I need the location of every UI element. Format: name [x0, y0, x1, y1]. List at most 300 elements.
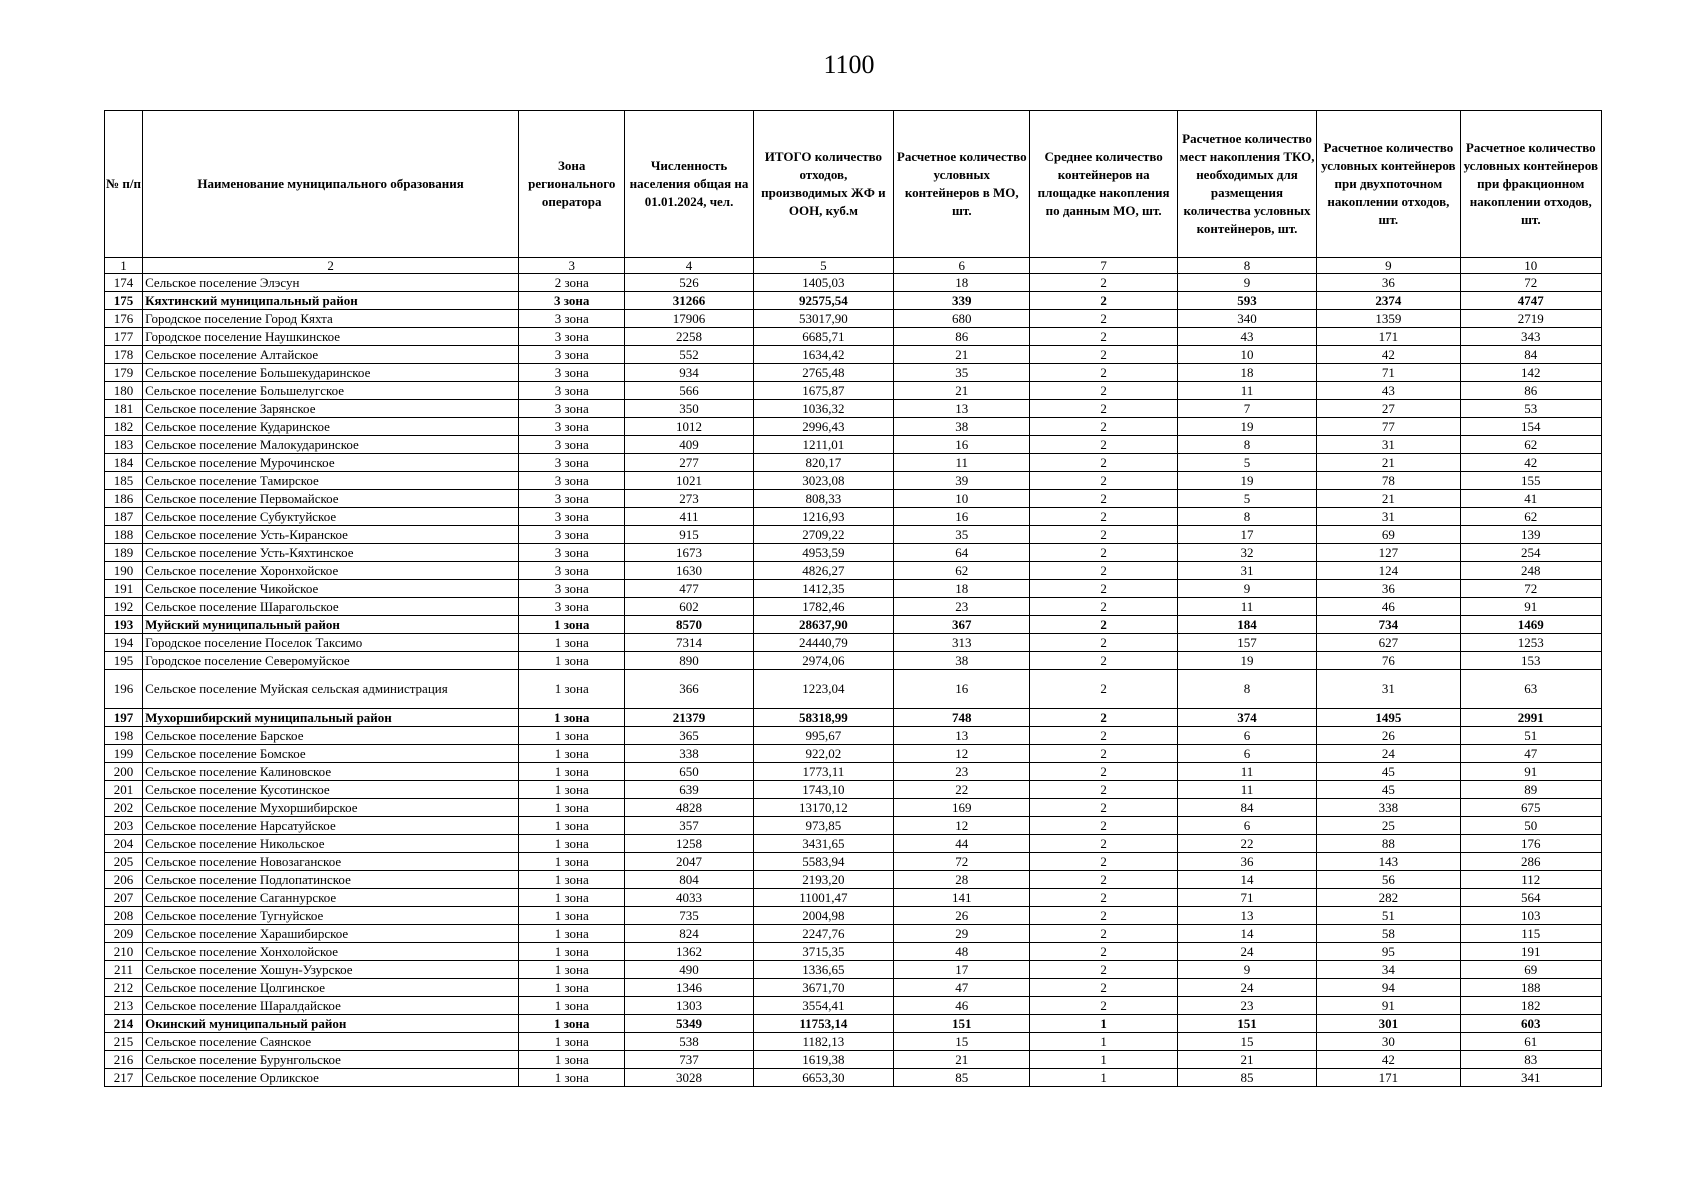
waste-volume-cell: 6653,30: [753, 1069, 893, 1087]
operator-zone-cell: 1 зона: [519, 670, 625, 709]
municipality-name-cell: Сельское поселение Тугнуйское: [143, 907, 519, 925]
operator-zone-cell: 1 зона: [519, 853, 625, 871]
fractional-containers-cell: 47: [1460, 745, 1601, 763]
collection-sites-count-cell: 374: [1177, 709, 1316, 727]
two-stream-containers-cell: 34: [1317, 961, 1460, 979]
population-cell: 2047: [625, 853, 753, 871]
fractional-containers-cell: 115: [1460, 925, 1601, 943]
containers-count-cell: 16: [894, 670, 1030, 709]
waste-volume-cell: 973,85: [753, 817, 893, 835]
waste-volume-cell: 2247,76: [753, 925, 893, 943]
row-number-cell: 210: [105, 943, 143, 961]
row-number-cell: 189: [105, 544, 143, 562]
two-stream-containers-cell: 26: [1317, 727, 1460, 745]
population-cell: 639: [625, 781, 753, 799]
fractional-containers-cell: 50: [1460, 817, 1601, 835]
containers-count-cell: 46: [894, 997, 1030, 1015]
municipality-name-cell: Сельское поселение Саганнурское: [143, 889, 519, 907]
two-stream-containers-cell: 25: [1317, 817, 1460, 835]
population-cell: 4828: [625, 799, 753, 817]
containers-count-cell: 10: [894, 490, 1030, 508]
containers-count-cell: 23: [894, 598, 1030, 616]
table-row: [105, 1051, 1602, 1069]
table-row: [105, 400, 1602, 418]
avg-containers-per-site-cell: 2: [1030, 799, 1177, 817]
two-stream-containers-cell: 1359: [1317, 310, 1460, 328]
operator-zone-cell: 3 зона: [519, 418, 625, 436]
operator-zone-cell: 3 зона: [519, 310, 625, 328]
containers-count-cell: 26: [894, 907, 1030, 925]
two-stream-containers-cell: 88: [1317, 835, 1460, 853]
two-stream-containers-cell: 31: [1317, 670, 1460, 709]
municipality-name-cell: Сельское поселение Муйская сельская администрация: [143, 670, 519, 709]
waste-volume-cell: 24440,79: [753, 634, 893, 652]
table-row: [105, 925, 1602, 943]
population-cell: 365: [625, 727, 753, 745]
containers-count-cell: 21: [894, 346, 1030, 364]
column-number: 2: [143, 258, 519, 274]
collection-sites-count-cell: 7: [1177, 400, 1316, 418]
containers-count-cell: 18: [894, 274, 1030, 292]
table-row: [105, 508, 1602, 526]
two-stream-containers-cell: 42: [1317, 346, 1460, 364]
row-number-cell: 199: [105, 745, 143, 763]
collection-sites-count-cell: 21: [1177, 1051, 1316, 1069]
municipality-name-cell: Сельское поселение Тамирское: [143, 472, 519, 490]
header-cell: Наименование муниципального образования: [143, 111, 519, 258]
two-stream-containers-cell: 143: [1317, 853, 1460, 871]
row-number-cell: 180: [105, 382, 143, 400]
table-row: [105, 670, 1602, 709]
two-stream-containers-cell: 56: [1317, 871, 1460, 889]
municipality-name-cell: Сельское поселение Первомайское: [143, 490, 519, 508]
collection-sites-count-cell: 11: [1177, 781, 1316, 799]
header-cell: ИТОГО количество отходов, производимых ЖФ и ООН, куб.м: [753, 111, 893, 258]
two-stream-containers-cell: 124: [1317, 562, 1460, 580]
population-cell: 338: [625, 745, 753, 763]
municipality-name-cell: Сельское поселение Субуктуйское: [143, 508, 519, 526]
population-cell: 357: [625, 817, 753, 835]
row-number-cell: 194: [105, 634, 143, 652]
avg-containers-per-site-cell: 2: [1030, 364, 1177, 382]
waste-container-table: [104, 110, 1602, 1087]
column-number: 3: [519, 258, 625, 274]
municipality-name-cell: Сельское поселение Большекударинское: [143, 364, 519, 382]
two-stream-containers-cell: 94: [1317, 979, 1460, 997]
waste-volume-cell: 53017,90: [753, 310, 893, 328]
avg-containers-per-site-cell: 2: [1030, 436, 1177, 454]
avg-containers-per-site-cell: 2: [1030, 328, 1177, 346]
collection-sites-count-cell: 17: [1177, 526, 1316, 544]
containers-count-cell: 339: [894, 292, 1030, 310]
two-stream-containers-cell: 24: [1317, 745, 1460, 763]
population-cell: 350: [625, 400, 753, 418]
row-number-cell: 208: [105, 907, 143, 925]
waste-volume-cell: 995,67: [753, 727, 893, 745]
avg-containers-per-site-cell: 2: [1030, 400, 1177, 418]
table-row: [105, 382, 1602, 400]
avg-containers-per-site-cell: 2: [1030, 907, 1177, 925]
column-number: 4: [625, 258, 753, 274]
waste-volume-cell: 28637,90: [753, 616, 893, 634]
row-number-cell: 206: [105, 871, 143, 889]
collection-sites-count-cell: 151: [1177, 1015, 1316, 1033]
avg-containers-per-site-cell: 2: [1030, 835, 1177, 853]
column-number: 1: [105, 258, 143, 274]
row-number-cell: 214: [105, 1015, 143, 1033]
avg-containers-per-site-cell: 2: [1030, 925, 1177, 943]
collection-sites-count-cell: 10: [1177, 346, 1316, 364]
two-stream-containers-cell: 627: [1317, 634, 1460, 652]
table-row: [105, 853, 1602, 871]
containers-count-cell: 15: [894, 1033, 1030, 1051]
avg-containers-per-site-cell: 1: [1030, 1015, 1177, 1033]
population-cell: 7314: [625, 634, 753, 652]
collection-sites-count-cell: 31: [1177, 562, 1316, 580]
avg-containers-per-site-cell: 2: [1030, 709, 1177, 727]
table-row: [105, 907, 1602, 925]
municipality-name-cell: Сельское поселение Нарсатуйское: [143, 817, 519, 835]
fractional-containers-cell: 89: [1460, 781, 1601, 799]
waste-volume-cell: 1223,04: [753, 670, 893, 709]
avg-containers-per-site-cell: 2: [1030, 652, 1177, 670]
avg-containers-per-site-cell: 2: [1030, 454, 1177, 472]
operator-zone-cell: 1 зона: [519, 925, 625, 943]
municipality-name-cell: Сельское поселение Бурунгольское: [143, 1051, 519, 1069]
municipality-name-cell: Городское поселение Город Кяхта: [143, 310, 519, 328]
fractional-containers-cell: 155: [1460, 472, 1601, 490]
two-stream-containers-cell: 2374: [1317, 292, 1460, 310]
collection-sites-count-cell: 11: [1177, 598, 1316, 616]
two-stream-containers-cell: 45: [1317, 763, 1460, 781]
two-stream-containers-cell: 78: [1317, 472, 1460, 490]
population-cell: 526: [625, 274, 753, 292]
population-cell: 602: [625, 598, 753, 616]
operator-zone-cell: 1 зона: [519, 997, 625, 1015]
fractional-containers-cell: 86: [1460, 382, 1601, 400]
column-number-row: [105, 258, 1602, 274]
waste-volume-cell: 4826,27: [753, 562, 893, 580]
operator-zone-cell: 1 зона: [519, 763, 625, 781]
fractional-containers-cell: 153: [1460, 652, 1601, 670]
table-row: [105, 943, 1602, 961]
two-stream-containers-cell: 36: [1317, 580, 1460, 598]
waste-volume-cell: 13170,12: [753, 799, 893, 817]
table-row: [105, 781, 1602, 799]
population-cell: 1303: [625, 997, 753, 1015]
fractional-containers-cell: 51: [1460, 727, 1601, 745]
waste-volume-cell: 58318,99: [753, 709, 893, 727]
fractional-containers-cell: 191: [1460, 943, 1601, 961]
fractional-containers-cell: 139: [1460, 526, 1601, 544]
avg-containers-per-site-cell: 2: [1030, 580, 1177, 598]
containers-count-cell: 85: [894, 1069, 1030, 1087]
row-number-cell: 203: [105, 817, 143, 835]
population-cell: 2258: [625, 328, 753, 346]
municipality-name-cell: Сельское поселение Элэсун: [143, 274, 519, 292]
row-number-cell: 190: [105, 562, 143, 580]
table-row: [105, 346, 1602, 364]
fractional-containers-cell: 62: [1460, 436, 1601, 454]
containers-count-cell: 35: [894, 526, 1030, 544]
waste-volume-cell: 1211,01: [753, 436, 893, 454]
row-number-cell: 182: [105, 418, 143, 436]
table-row: [105, 1033, 1602, 1051]
operator-zone-cell: 1 зона: [519, 652, 625, 670]
municipality-name-cell: Сельское поселение Новозаганское: [143, 853, 519, 871]
population-cell: 3028: [625, 1069, 753, 1087]
table-row: [105, 328, 1602, 346]
containers-count-cell: 86: [894, 328, 1030, 346]
avg-containers-per-site-cell: 2: [1030, 490, 1177, 508]
containers-count-cell: 12: [894, 745, 1030, 763]
collection-sites-count-cell: 9: [1177, 580, 1316, 598]
population-cell: 890: [625, 652, 753, 670]
fractional-containers-cell: 72: [1460, 274, 1601, 292]
avg-containers-per-site-cell: 2: [1030, 763, 1177, 781]
fractional-containers-cell: 182: [1460, 997, 1601, 1015]
two-stream-containers-cell: 46: [1317, 598, 1460, 616]
row-number-cell: 186: [105, 490, 143, 508]
avg-containers-per-site-cell: 2: [1030, 634, 1177, 652]
population-cell: 411: [625, 508, 753, 526]
row-number-cell: 200: [105, 763, 143, 781]
header-cell: Расчетное количество мест накопления ТКО, необходимых для размещения количества условных контейнеров, шт.: [1177, 111, 1316, 258]
table-row: [105, 436, 1602, 454]
avg-containers-per-site-cell: 2: [1030, 817, 1177, 835]
collection-sites-count-cell: 23: [1177, 997, 1316, 1015]
table-row: [105, 961, 1602, 979]
fractional-containers-cell: 1469: [1460, 616, 1601, 634]
population-cell: 566: [625, 382, 753, 400]
table-row: [105, 310, 1602, 328]
containers-count-cell: 44: [894, 835, 1030, 853]
two-stream-containers-cell: 58: [1317, 925, 1460, 943]
two-stream-containers-cell: 301: [1317, 1015, 1460, 1033]
two-stream-containers-cell: 51: [1317, 907, 1460, 925]
avg-containers-per-site-cell: 2: [1030, 472, 1177, 490]
table-row: [105, 616, 1602, 634]
table-row: [105, 598, 1602, 616]
operator-zone-cell: 1 зона: [519, 709, 625, 727]
waste-volume-cell: 1412,35: [753, 580, 893, 598]
fractional-containers-cell: 603: [1460, 1015, 1601, 1033]
operator-zone-cell: 3 зона: [519, 328, 625, 346]
fractional-containers-cell: 176: [1460, 835, 1601, 853]
operator-zone-cell: 1 зона: [519, 745, 625, 763]
collection-sites-count-cell: 22: [1177, 835, 1316, 853]
fractional-containers-cell: 248: [1460, 562, 1601, 580]
collection-sites-count-cell: 15: [1177, 1033, 1316, 1051]
waste-volume-cell: 2004,98: [753, 907, 893, 925]
row-number-cell: 215: [105, 1033, 143, 1051]
waste-volume-cell: 922,02: [753, 745, 893, 763]
two-stream-containers-cell: 42: [1317, 1051, 1460, 1069]
row-number-cell: 204: [105, 835, 143, 853]
population-cell: 1021: [625, 472, 753, 490]
two-stream-containers-cell: 282: [1317, 889, 1460, 907]
two-stream-containers-cell: 27: [1317, 400, 1460, 418]
operator-zone-cell: 3 зона: [519, 382, 625, 400]
population-cell: 737: [625, 1051, 753, 1069]
municipality-name-cell: Мухоршибирский муниципальный район: [143, 709, 519, 727]
two-stream-containers-cell: 171: [1317, 328, 1460, 346]
waste-volume-cell: 1336,65: [753, 961, 893, 979]
header-cell: Расчетное количество условных контейнеров при двухпоточном накоплении отходов, шт.: [1317, 111, 1460, 258]
two-stream-containers-cell: 1495: [1317, 709, 1460, 727]
table-row: [105, 979, 1602, 997]
containers-count-cell: 28: [894, 871, 1030, 889]
collection-sites-count-cell: 43: [1177, 328, 1316, 346]
population-cell: 1012: [625, 418, 753, 436]
row-number-cell: 188: [105, 526, 143, 544]
row-number-cell: 195: [105, 652, 143, 670]
two-stream-containers-cell: 30: [1317, 1033, 1460, 1051]
containers-count-cell: 17: [894, 961, 1030, 979]
containers-count-cell: 13: [894, 727, 1030, 745]
two-stream-containers-cell: 91: [1317, 997, 1460, 1015]
municipality-name-cell: Сельское поселение Мухоршибирское: [143, 799, 519, 817]
containers-count-cell: 748: [894, 709, 1030, 727]
municipality-name-cell: Сельское поселение Саянское: [143, 1033, 519, 1051]
column-number: 7: [1030, 258, 1177, 274]
municipality-name-cell: Сельское поселение Подлопатинское: [143, 871, 519, 889]
table-row: [105, 490, 1602, 508]
municipality-name-cell: Сельское поселение Алтайское: [143, 346, 519, 364]
table-row: [105, 799, 1602, 817]
collection-sites-count-cell: 8: [1177, 436, 1316, 454]
waste-volume-cell: 3715,35: [753, 943, 893, 961]
population-cell: 1673: [625, 544, 753, 562]
collection-sites-count-cell: 14: [1177, 871, 1316, 889]
waste-volume-cell: 3023,08: [753, 472, 893, 490]
table-row: [105, 745, 1602, 763]
collection-sites-count-cell: 19: [1177, 418, 1316, 436]
municipality-name-cell: Сельское поселение Хоронхойское: [143, 562, 519, 580]
waste-volume-cell: 11753,14: [753, 1015, 893, 1033]
municipality-name-cell: Городское поселение Северомуйское: [143, 652, 519, 670]
avg-containers-per-site-cell: 2: [1030, 997, 1177, 1015]
municipality-name-cell: Сельское поселение Усть-Киранское: [143, 526, 519, 544]
two-stream-containers-cell: 31: [1317, 436, 1460, 454]
avg-containers-per-site-cell: 2: [1030, 346, 1177, 364]
operator-zone-cell: 3 зона: [519, 292, 625, 310]
avg-containers-per-site-cell: 1: [1030, 1069, 1177, 1087]
population-cell: 477: [625, 580, 753, 598]
fractional-containers-cell: 188: [1460, 979, 1601, 997]
table-row: [105, 562, 1602, 580]
population-cell: 17906: [625, 310, 753, 328]
table-row: [105, 526, 1602, 544]
two-stream-containers-cell: 31: [1317, 508, 1460, 526]
collection-sites-count-cell: 6: [1177, 727, 1316, 745]
fractional-containers-cell: 63: [1460, 670, 1601, 709]
fractional-containers-cell: 112: [1460, 871, 1601, 889]
containers-count-cell: 11: [894, 454, 1030, 472]
row-number-cell: 196: [105, 670, 143, 709]
table-row: [105, 871, 1602, 889]
row-number-cell: 198: [105, 727, 143, 745]
two-stream-containers-cell: 21: [1317, 454, 1460, 472]
municipality-name-cell: Сельское поселение Калиновское: [143, 763, 519, 781]
containers-count-cell: 16: [894, 508, 1030, 526]
fractional-containers-cell: 61: [1460, 1033, 1601, 1051]
header-cell: Расчетное количество условных контейнеров в МО, шт.: [894, 111, 1030, 258]
operator-zone-cell: 1 зона: [519, 817, 625, 835]
containers-count-cell: 16: [894, 436, 1030, 454]
population-cell: 273: [625, 490, 753, 508]
operator-zone-cell: 2 зона: [519, 274, 625, 292]
row-number-cell: 191: [105, 580, 143, 598]
table-row: [105, 418, 1602, 436]
table-row: [105, 274, 1602, 292]
collection-sites-count-cell: 9: [1177, 274, 1316, 292]
containers-count-cell: 38: [894, 652, 1030, 670]
containers-count-cell: 39: [894, 472, 1030, 490]
municipality-name-cell: Сельское поселение Мурочинское: [143, 454, 519, 472]
table-row: [105, 472, 1602, 490]
operator-zone-cell: 1 зона: [519, 799, 625, 817]
containers-count-cell: 21: [894, 382, 1030, 400]
column-number: 5: [753, 258, 893, 274]
two-stream-containers-cell: 171: [1317, 1069, 1460, 1087]
collection-sites-count-cell: 71: [1177, 889, 1316, 907]
municipality-name-cell: Сельское поселение Никольское: [143, 835, 519, 853]
municipality-name-cell: Сельское поселение Хонхолойское: [143, 943, 519, 961]
operator-zone-cell: 1 зона: [519, 961, 625, 979]
table-row: [105, 652, 1602, 670]
fractional-containers-cell: 53: [1460, 400, 1601, 418]
row-number-cell: 201: [105, 781, 143, 799]
containers-count-cell: 62: [894, 562, 1030, 580]
municipality-name-cell: Сельское поселение Шарагольское: [143, 598, 519, 616]
population-cell: 824: [625, 925, 753, 943]
collection-sites-count-cell: 85: [1177, 1069, 1316, 1087]
operator-zone-cell: 1 зона: [519, 907, 625, 925]
waste-volume-cell: 820,17: [753, 454, 893, 472]
two-stream-containers-cell: 69: [1317, 526, 1460, 544]
row-number-cell: 184: [105, 454, 143, 472]
municipality-name-cell: Сельское поселение Орликское: [143, 1069, 519, 1087]
waste-volume-cell: 1036,32: [753, 400, 893, 418]
collection-sites-count-cell: 14: [1177, 925, 1316, 943]
row-number-cell: 175: [105, 292, 143, 310]
table-row: [105, 709, 1602, 727]
municipality-name-cell: Сельское поселение Малокударинское: [143, 436, 519, 454]
column-number: 9: [1317, 258, 1460, 274]
header-cell: Расчетное количество условных контейнеров при фракционном накоплении отходов, шт.: [1460, 111, 1601, 258]
operator-zone-cell: 3 зона: [519, 364, 625, 382]
collection-sites-count-cell: 24: [1177, 943, 1316, 961]
fractional-containers-cell: 2719: [1460, 310, 1601, 328]
table-row: [105, 634, 1602, 652]
population-cell: 31266: [625, 292, 753, 310]
fractional-containers-cell: 83: [1460, 1051, 1601, 1069]
two-stream-containers-cell: 734: [1317, 616, 1460, 634]
row-number-cell: 209: [105, 925, 143, 943]
collection-sites-count-cell: 11: [1177, 382, 1316, 400]
fractional-containers-cell: 154: [1460, 418, 1601, 436]
operator-zone-cell: 3 зона: [519, 544, 625, 562]
avg-containers-per-site-cell: 2: [1030, 781, 1177, 799]
municipality-name-cell: Сельское поселение Бомское: [143, 745, 519, 763]
column-number: 10: [1460, 258, 1601, 274]
operator-zone-cell: 1 зона: [519, 616, 625, 634]
waste-volume-cell: 2974,06: [753, 652, 893, 670]
row-number-cell: 216: [105, 1051, 143, 1069]
operator-zone-cell: 3 зона: [519, 598, 625, 616]
row-number-cell: 213: [105, 997, 143, 1015]
